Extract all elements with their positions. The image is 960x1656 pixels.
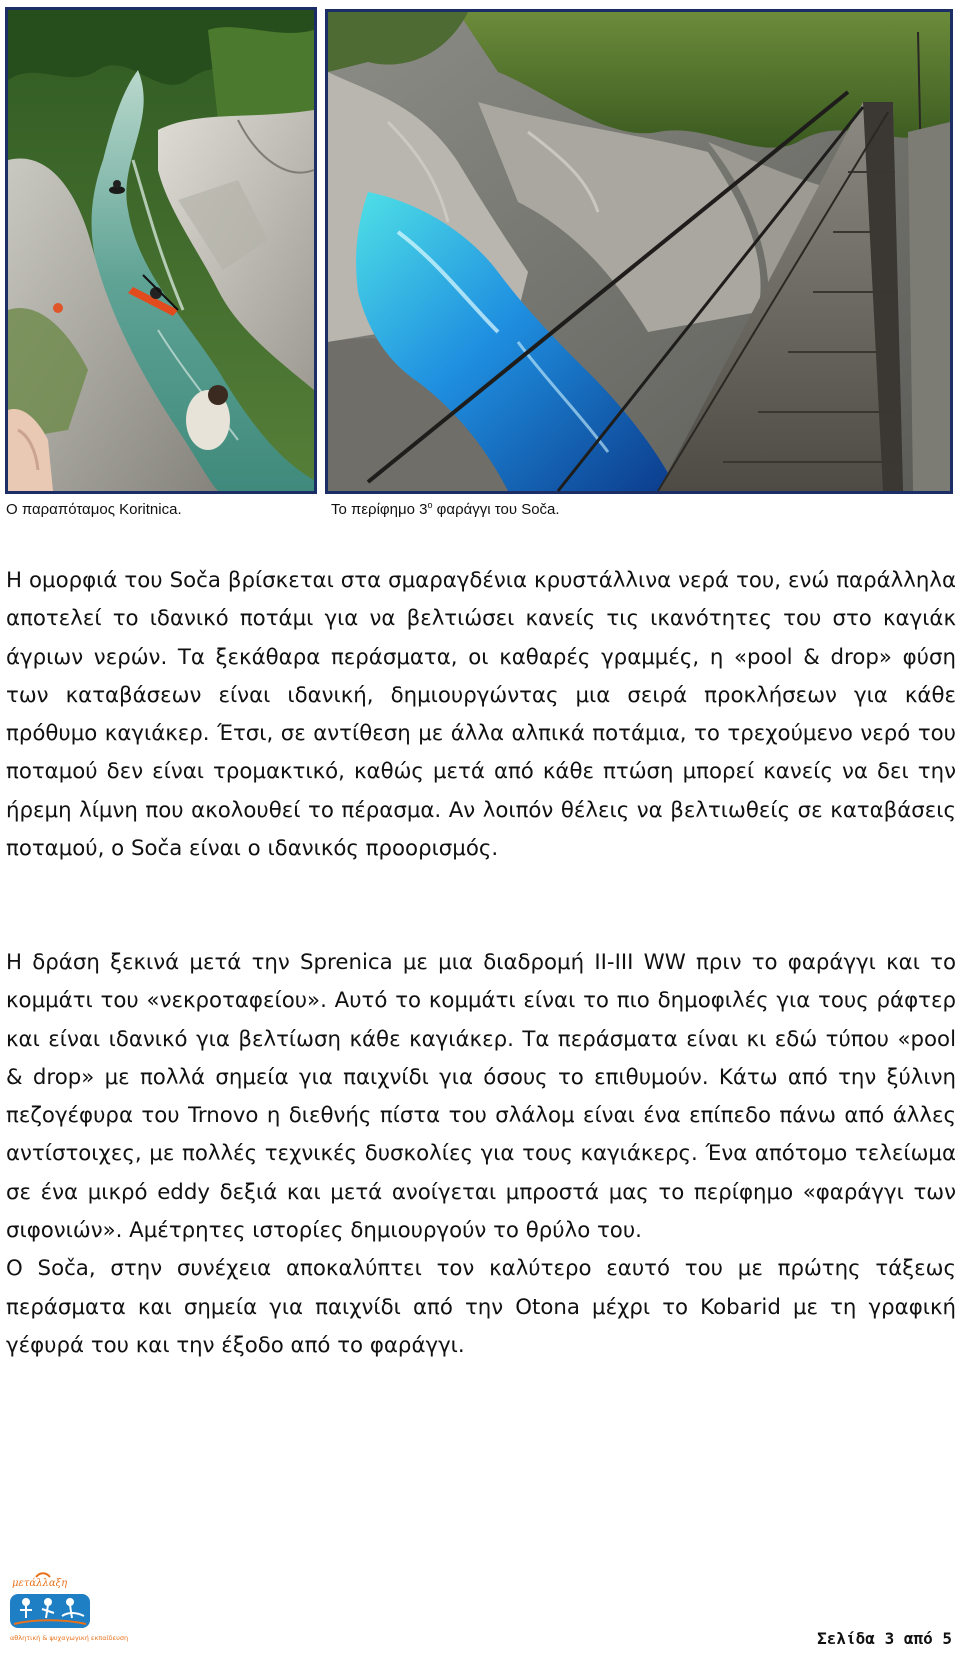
photo-koritnica: [5, 7, 317, 494]
metallaxi-logo-graphic: [6, 1572, 129, 1652]
photo-soca-gorge: [325, 9, 953, 494]
photo-caption-soca-gorge: [331, 501, 560, 518]
caption-right-ordinal: ο: [427, 500, 433, 510]
metallaxi-logo: [6, 1572, 129, 1652]
body-paragraph-3: Ο Soča, στην συνέχεια αποκαλύπτει τον καλύτερο εαυτό του με πρώτης τάξεως περάσματα και σημεία για παιχνίδι από την Otona μέχρι το Kobarid με τη γραφική γέφυρά του και την έξοδο από το φαράγγι.: [6, 1256, 956, 1358]
body-paragraphs-2-3: [6, 944, 956, 1365]
body-paragraph-2: Η δράση ξεκινά μετά την Sprenica με μια διαδρομή II-III WW πριν το φαράγγι και το κομμάτι του «νεκροταφείου». Αυτό το κομμάτι είναι το πιο δημοφιλές για τους ράφτερ και είναι ιδανικό για βελτίωση κάθε καγιάκερ. Τα περάσματα είναι κι εδώ τύπου «pool & drop» με πολλά σημεία για παιχνίδι για όσους το επιθυμούν. Κάτω από την ξύλινη πεζογέφυρα του Trnovo η διεθνής πίστα του σλάλομ είναι ένα επίπεδο πάνω από άλλες αντίστοιχες, με πολλές τεχνικές δυσκολίες για τους καγιάκερς. Ένα απότομο τελείωμα σε ένα μικρό eddy δεξιά και μετά ανοίγεται μπροστά μας το περίφημο «φαράγγι των σιφονιών». Αμέτρητες ιστορίες δημιουργούν το θρύλο του.: [6, 950, 956, 1244]
body-paragraph-1: Η ομορφιά του Soča βρίσκεται στα σμαραγδένια κρυστάλλινα νερά του, ενώ παράλληλα αποτελεί το ιδανικό ποτάμι για να βελτιώσει κανείς τις ικανότητες του στο καγιάκ άγριων νερών. Τα ξεκάθαρα περάσματα, οι καθαρές γραμμές, η «pool & drop» φύση των καταβάσεων είναι ιδανική, δημιουργώντας μια σειρά προκλήσεων για κάθε πρόθυμο καγιάκερ. Έτσι, σε αντίθεση με άλλα αλπικά ποτάμια, το τρεχούμενο νερό του ποταμού δεν είναι τρομακτικό, καθώς μετά από κάθε πτώση μπορεί κανείς να δει την ήρεμη λίμνη που ακολουθεί το πέρασμα. Αν λοιπόν θέλεις να βελτιωθείς σε καταβάσεις ποταμού, ο Soča είναι ο ιδανικός προορισμός.: [6, 568, 956, 862]
photo-caption-koritnica: Ο παραπόταμος Koritnica.: [6, 501, 182, 518]
koritnica-river-image: [8, 10, 314, 491]
caption-right-prefix: Το περίφημο 3: [331, 501, 428, 518]
soca-gorge-bridge-image: [328, 12, 950, 491]
page-number: Σελίδα 3 από 5: [817, 1629, 952, 1648]
logo-accent-arc: [36, 1573, 50, 1577]
caption-right-suffix: φαράγγι του Soča.: [432, 501, 560, 518]
logo-wordmark: μετάλλαξη: [12, 1578, 68, 1589]
logo-tagline: αθλητική & ψυχαγωγική εκπαίδευση: [10, 1634, 129, 1642]
